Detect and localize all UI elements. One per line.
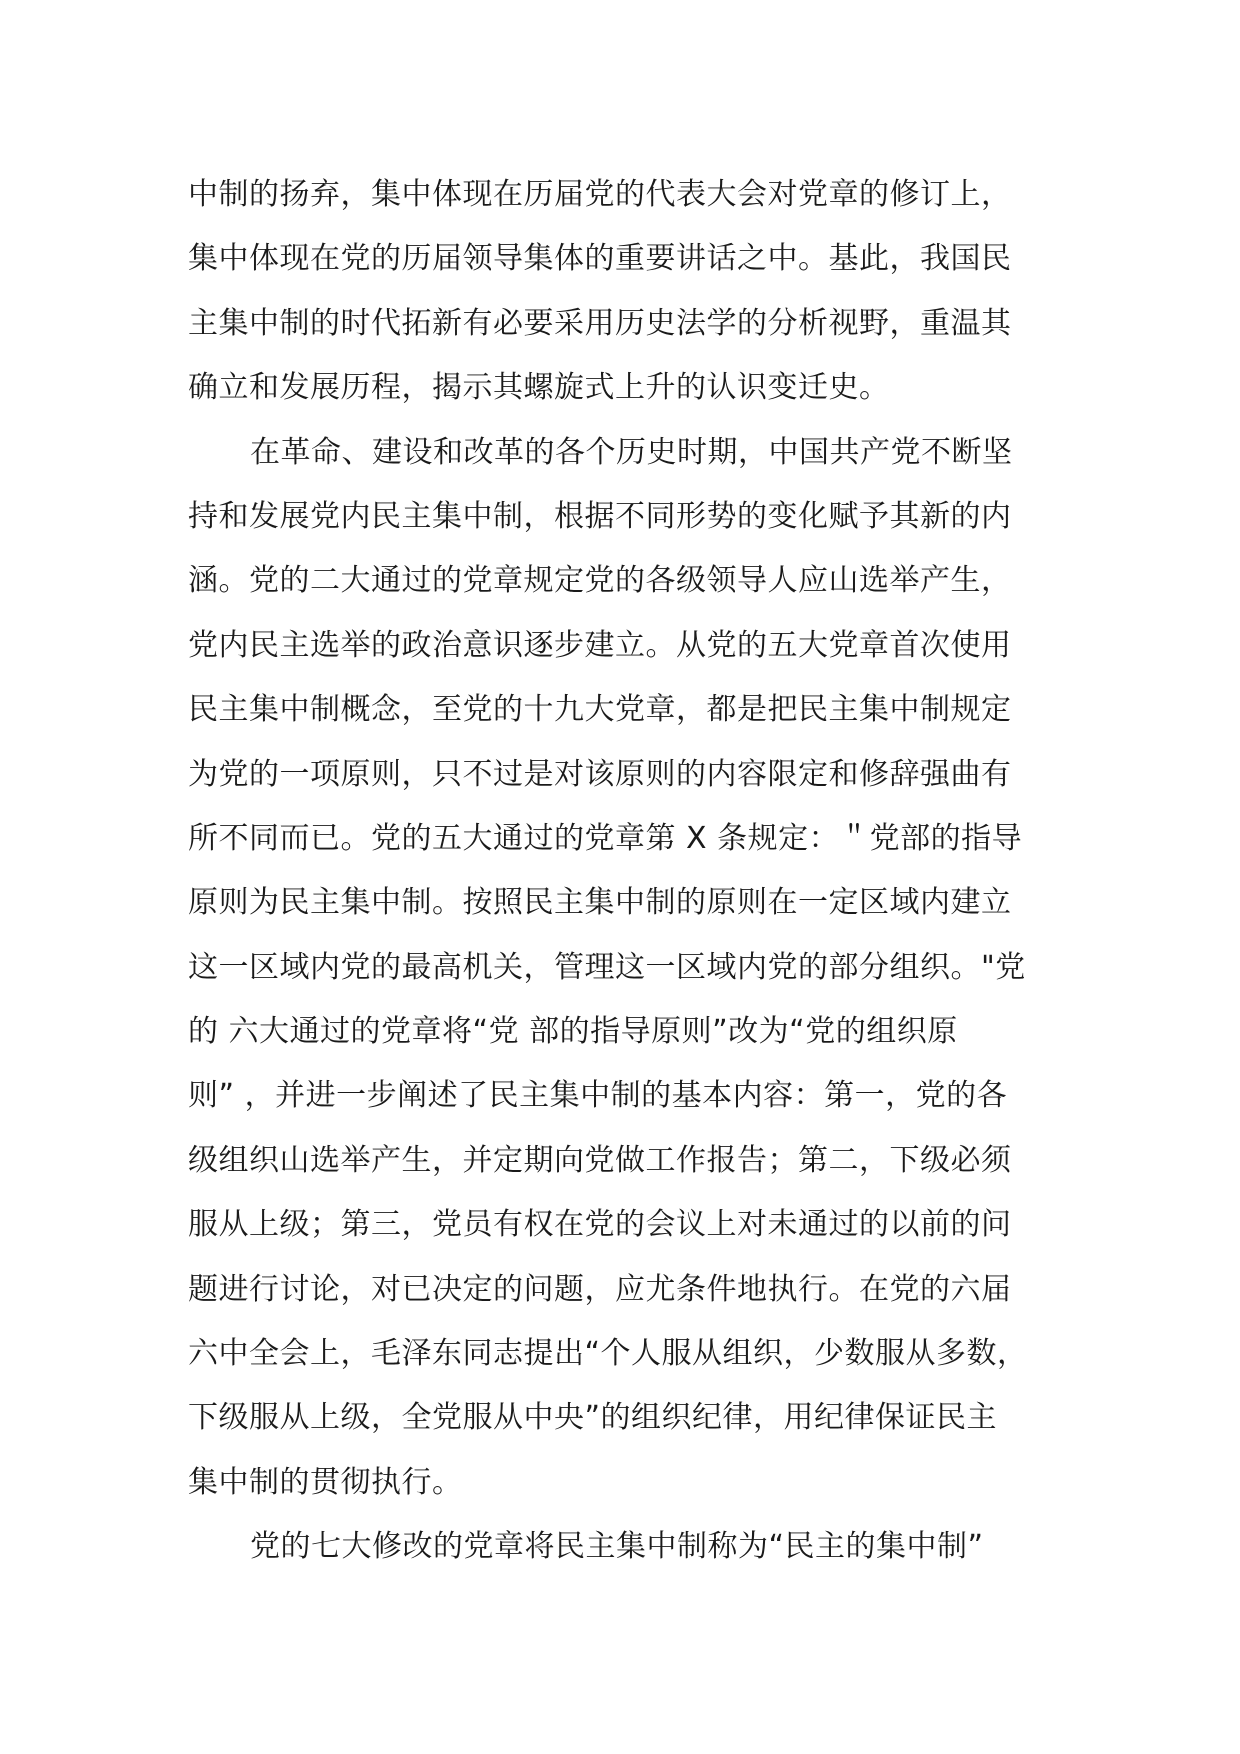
text-line: 则” ，并进一步阐述了民主集中制的基本内容：第一，党的各 <box>188 1078 1008 1114</box>
paragraph-first-line: 在革命、建设和改革的各个历史时期，中国共产党不断坚 <box>250 434 1013 470</box>
text-line: 中制的扬弃，集中体现在历届党的代表大会对党章的修订上， <box>188 177 1012 212</box>
text-line: 为党的一项原则，只不过是对该原则的内容限定和修辞强曲有 <box>188 756 1012 792</box>
text-line: 六中全会上，毛泽东同志提出“个人服从组织，少数服从多数， <box>188 1336 1028 1372</box>
text-line: 题进行讨论，对已决定的问题，应尤条件地执行。在党的六届 <box>188 1271 1012 1307</box>
text-line: 原则为民主集中制。按照民主集中制的原则在一定区域内建立 <box>188 885 1012 921</box>
paragraph-first-line: 党的七大修改的党章将民主集中制称为“民主的集中制” <box>250 1529 984 1565</box>
text-line: 服从上级；第三，党员有权在党的会议上对未通过的以前的问 <box>188 1207 1012 1243</box>
text-line: 集中体现在党的历届领导集体的重要讲话之中。基此，我国民 <box>188 241 1012 277</box>
document-body <box>188 163 1088 1580</box>
text-line: 的 六大通过的党章将“党 部的指导原则”改为“党的组织原 <box>188 1014 958 1050</box>
text-line: 集中制的贯彻执行。 <box>188 1464 463 1500</box>
text-line: 持和发展党内民主集中制，根据不同形势的变化赋予其新的内 <box>188 498 1012 534</box>
text-line: 这一区域内党的最高机关，管理这一区域内党的部分组织。"党 <box>188 949 1026 985</box>
text-line: 党内民主选举的政治意识逐步建立。从党的五大党章首次使用 <box>188 627 1012 663</box>
text-line: 确立和发展历程，揭示其螺旋式上升的认识变迁史。 <box>188 370 890 406</box>
text-line: 民主集中制概念，至党的十九大党章，都是把民主集中制规定 <box>188 692 1012 728</box>
text-line: 下级服从上级，全党服从中央”的组织纪律，用纪律保证民主 <box>188 1400 998 1436</box>
text-line: 所不同而已。党的五大通过的党章第 X 条规定：＂党部的指导 <box>188 820 1023 856</box>
text-line: 级组织山选举产生，并定期向党做工作报告；第二，下级必须 <box>188 1142 1012 1178</box>
text-line: 涵。党的二大通过的党章规定党的各级领导人应山选举产生， <box>188 563 1012 599</box>
text-line: 主集中制的时代拓新有必要采用历史法学的分析视野，重温其 <box>188 305 1012 341</box>
